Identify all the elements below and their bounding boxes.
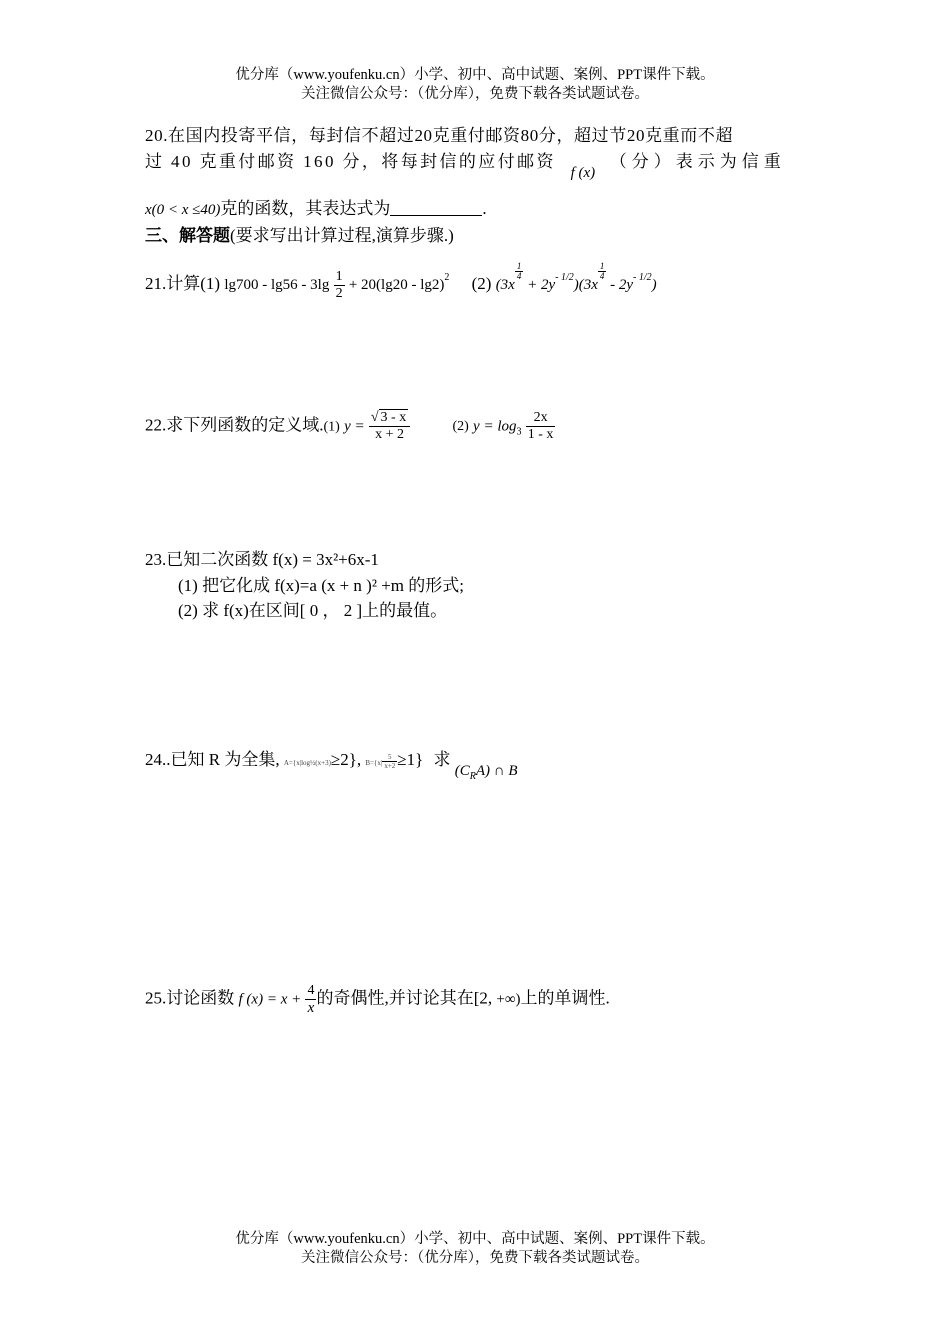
q20-end-period: . xyxy=(482,199,487,218)
section-3-heading xyxy=(145,225,454,247)
q23-part-2: (2) 求 f(x)在区间[ 0 ， 2 ]上的最值。 xyxy=(178,601,448,620)
q22-fraction-1 xyxy=(369,410,410,443)
q21-expr2-b: + 2y xyxy=(527,277,556,293)
q22-fraction-2 xyxy=(526,410,556,443)
q21-expr2-c: )(3x xyxy=(573,277,598,293)
q21-expr2-a: (3x xyxy=(495,277,515,293)
header-line-2: 关注微信公众号：（优分库），免费下载各类试题试卷。 xyxy=(301,86,649,102)
q25-tail: 上的单调性. xyxy=(520,988,610,1008)
q22-label: 22.求下列函数的定义域. xyxy=(145,415,324,435)
q22-log-expr: y = log xyxy=(473,418,517,435)
q22-p1: (1) xyxy=(323,419,340,435)
q21-frac-den: 2 xyxy=(335,285,343,301)
section-3-note: (要求写出计算过程,演算步骤.) xyxy=(230,226,454,245)
q20-line-2-text: 过 40 克重付邮资 160 分，将每封信的应付邮资 xyxy=(145,152,556,171)
q25-mid: 的奇偶性,并讨论其在[2, xyxy=(316,988,493,1008)
q20-line-2 xyxy=(145,151,786,181)
q20-line-2-tail: （分）表示为信重 xyxy=(609,152,786,171)
q21-exp-c xyxy=(598,262,607,281)
question-22 xyxy=(145,410,555,443)
question-21 xyxy=(145,262,657,302)
q25-fraction xyxy=(305,983,316,1016)
q21-label: 21.计算(1) xyxy=(145,274,221,293)
q21-expr1-sup: 2 xyxy=(444,272,450,283)
q24-expr xyxy=(454,763,518,782)
q24-label: 24..已知 R 为全集, xyxy=(145,750,280,769)
q20-fx: f (x) xyxy=(570,165,596,181)
q24-expr-sub: R xyxy=(469,771,476,782)
q21-expr2-e: ) xyxy=(651,277,657,293)
q22-log-base: 3 xyxy=(516,426,522,438)
q21-expr1-b: + 20(lg20 - lg2) xyxy=(348,277,445,293)
q24-set-b: B={x| xyxy=(365,759,383,767)
q21-label-2: (2) xyxy=(471,274,492,293)
footer-line-2: 关注微信公众号：（优分库），免费下载各类试题试卷。 xyxy=(301,1250,649,1266)
q22-num-1: √ 3 - x xyxy=(369,410,410,427)
question-25 xyxy=(145,983,610,1016)
q20-line-3-text: 克的函数，其表达式为 xyxy=(220,199,391,218)
q24-expr-c: (C xyxy=(454,763,470,779)
q22-den-1: x + 2 xyxy=(375,427,404,442)
q22-den-2: 1 - x xyxy=(527,427,554,442)
q21-exp-a-num: 1 xyxy=(516,261,522,271)
q20-line-1: 20.在国内投寄平信，每封信不超过20克重付邮资80分，超过节20克重而不超 xyxy=(145,126,734,145)
question-24 xyxy=(145,749,518,782)
q25-label: 25.讨论函数 xyxy=(145,988,235,1008)
q22-num-2: 2x xyxy=(526,410,556,427)
q20-line-3 xyxy=(145,198,487,221)
q21-exp-d: - 1/2 xyxy=(633,272,652,283)
q21-exp-a-den: 4 xyxy=(516,271,522,281)
section-3-title: 三、解答题 xyxy=(145,226,230,245)
q20-domain: x(0 < x ≤40) xyxy=(145,202,221,218)
q25-frac-den: x xyxy=(307,1000,315,1016)
q21-fraction xyxy=(334,269,345,302)
q21-frac-num: 1 xyxy=(335,268,343,284)
q22-y-eq: y = xyxy=(344,418,365,435)
q22-sqrt-body: 3 - x xyxy=(380,410,407,425)
q21-exp-c-den: 4 xyxy=(599,271,605,281)
footer-line-1: 优分库（www.youfenku.cn）小学、初中、高中试题、案例、PPT课件下载。 xyxy=(235,1231,715,1247)
q21-exp-c-num: 1 xyxy=(599,261,605,271)
q24-set-b-tail: ≥1} xyxy=(397,750,424,769)
q23-part-1: (1) 把它化成 f(x)=a (x + n )² +m 的形式; xyxy=(178,576,464,595)
q21-expr2 xyxy=(495,261,657,293)
q20-answer-blank[interactable] xyxy=(390,200,482,216)
q24-set-a-tail: ≥2}, xyxy=(330,750,362,769)
q24-set-b-den: x+2 xyxy=(384,761,396,770)
q24-ask: 求 xyxy=(433,750,451,769)
q24-set-a: A={x|log½(x+3) xyxy=(283,759,331,767)
q21-exp-a xyxy=(515,262,524,281)
q25-fx: f (x) = x + xyxy=(238,991,302,1008)
page-header xyxy=(0,66,950,104)
q23-stem: 23.已知二次函数 f(x) = 3x²+6x-1 xyxy=(145,550,379,569)
q21-exp-b: - 1/2 xyxy=(555,272,574,283)
q21-expr1-a: lg700 - lg56 - 3lg xyxy=(224,277,330,293)
q24-expr-tail: A) ∩ B xyxy=(475,763,518,779)
q22-p2: (2) xyxy=(452,419,469,435)
q24-set-b-num: 5 xyxy=(382,753,397,762)
header-line-1: 优分库（www.youfenku.cn）小学、初中、高中试题、案例、PPT课件下载。 xyxy=(235,67,715,83)
page-footer xyxy=(0,1230,950,1268)
q21-expr2-d: - 2y xyxy=(610,277,634,293)
q25-infinity: +∞) xyxy=(496,991,521,1008)
q24-set-b-frac xyxy=(382,753,397,770)
q25-frac-num: 4 xyxy=(307,983,315,998)
